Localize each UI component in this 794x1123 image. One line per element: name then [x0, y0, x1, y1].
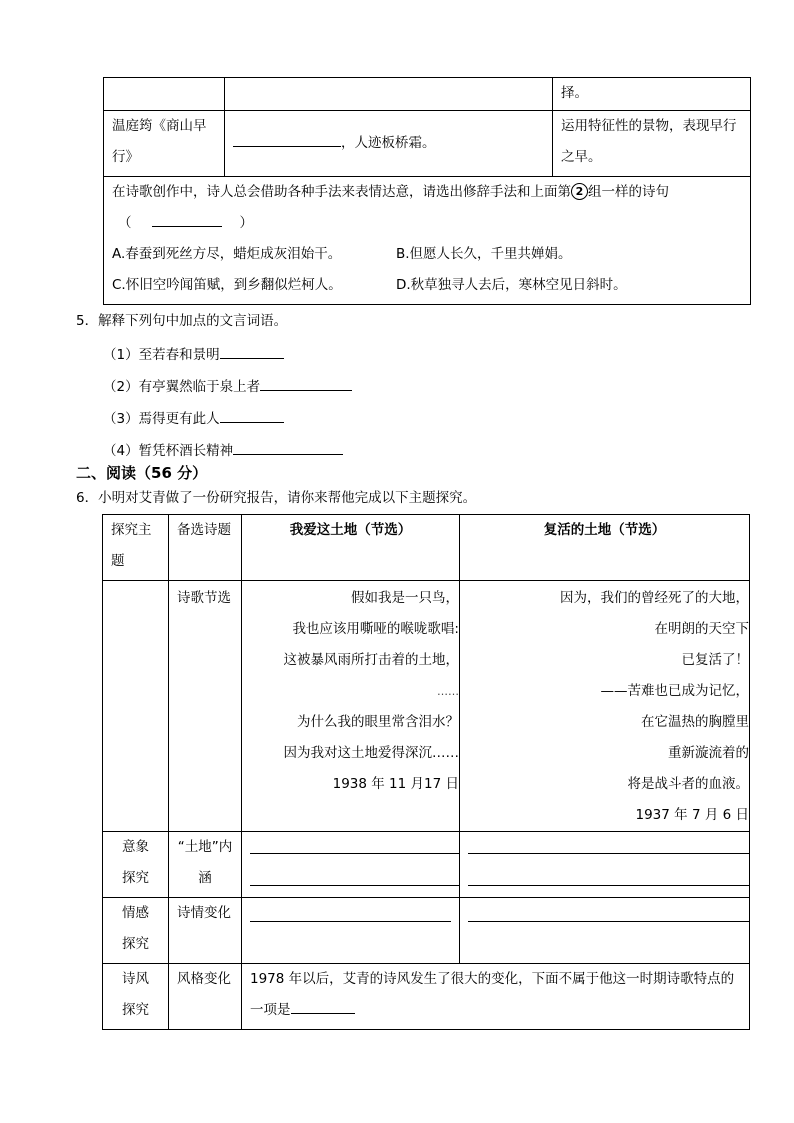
header-poem-1: 我爱这土地（节选）	[242, 515, 460, 581]
style-answer-blank[interactable]	[291, 995, 355, 1014]
q6-title: 6．小明对艾青做了一份研究报告，请你来帮他完成以下主题探究。	[76, 490, 477, 506]
poem-2-line: 已复活了！	[681, 652, 749, 668]
label-emotion-change: 诗情变化	[169, 898, 242, 964]
poem-2-line: 重新漩流着的	[668, 745, 749, 761]
poem-2-line: 将是战斗者的血液。	[627, 776, 749, 792]
poem-2-excerpt	[460, 581, 750, 832]
options-row-1	[112, 239, 742, 270]
q5-item-4: （4）暂凭杯酒长精神	[103, 436, 343, 463]
options-row-2	[112, 270, 742, 301]
style-question: 1978 年以后，艾青的诗风发生了很大的变化，下面不属于他这一时期诗歌特点的一项是	[242, 964, 750, 1030]
cell-analysis: 运用特征性的景物，表现早行之早。	[553, 111, 751, 177]
poem-2-line: 在它温热的胸膛里	[641, 714, 749, 730]
poem-1-line: 为什么我的眼里常含泪水？	[297, 714, 459, 730]
theme-emotion: 情感探究	[103, 898, 169, 964]
q5-blank-1[interactable]	[220, 340, 284, 359]
answer-emotion-2[interactable]	[460, 898, 750, 964]
poem-table-continued	[103, 77, 751, 305]
label-land-meaning: “土地”内涵	[169, 832, 242, 898]
q5-item-2: （2）有亭翼然临于泉上者	[103, 372, 352, 399]
poem-1-line: 我也应该用嘶哑的喉咙歌唱:	[292, 621, 459, 637]
cell-poem-label: 诗歌节选	[169, 581, 242, 832]
poem-2-line: ——苦难也已成为记忆，	[600, 683, 749, 699]
answer-image-2[interactable]	[460, 832, 750, 898]
poem-1-line: 这被暴风雨所打击着的土地，	[283, 652, 459, 668]
q5-item-3: （3）焉得更有此人	[103, 404, 284, 431]
cell-empty-theme	[103, 581, 169, 832]
poem-1-line: 因为我对这土地爱得深沉……	[283, 745, 459, 761]
answer-image-1[interactable]	[242, 832, 460, 898]
circled-number: 2	[571, 183, 588, 200]
q5-blank-2[interactable]	[260, 372, 352, 391]
q5-blank-3[interactable]	[220, 404, 284, 423]
poem-1-line: 假如我是一只鸟，	[351, 590, 459, 606]
header-poem-2: 复活的土地（节选）	[460, 515, 750, 581]
poem-2-line: 因为，我们的曾经死了的大地，	[560, 590, 749, 606]
label-style-change: 风格变化	[169, 964, 242, 1030]
option-d[interactable]: D.秋草独寻人去后，寒林空见日斜时。	[396, 277, 627, 293]
cell-empty-2	[225, 78, 553, 111]
poem-1-date: 1938 年 11 月17 日	[332, 776, 459, 792]
cell-poem-line: ，人迹板桥霜。	[225, 111, 553, 177]
q5-blank-4[interactable]	[233, 436, 343, 455]
poem-2-line: 在明朗的天空下	[654, 621, 749, 637]
cell-empty-1	[104, 78, 225, 111]
question-stem: 在诗歌创作中，诗人总会借助各种手法来表情达意，请选出修辞手法和上面第 2 组一样的诗句	[112, 184, 669, 200]
answer-emotion-1[interactable]	[242, 898, 460, 964]
option-a[interactable]: A.春蚕到死丝方尽，蜡炬成灰泪始干。	[112, 246, 342, 262]
theme-style: 诗风探究	[103, 964, 169, 1030]
q5-item-1: （1）至若春和景明	[103, 340, 284, 367]
poem-2-date: 1937 年 7 月 6 日	[635, 807, 749, 823]
question-paren: （ ）	[112, 208, 742, 239]
cell-poem-title: 温庭筠《商山早行》	[104, 111, 225, 177]
poem-1-excerpt	[242, 581, 460, 832]
option-b[interactable]: B.但愿人长久，千里共婵娟。	[396, 246, 572, 262]
section-title: 二、阅读（56 分）	[76, 464, 208, 482]
research-table	[102, 514, 750, 1030]
answer-blank[interactable]	[233, 128, 341, 147]
header-poem-choice: 备选诗题	[169, 515, 242, 581]
cell-question	[104, 177, 751, 305]
cell-analysis-cont: 择。	[553, 78, 751, 111]
header-theme: 探究主题	[103, 515, 169, 581]
option-c[interactable]: C.怀旧空吟闻笛赋，到乡翻似烂柯人。	[112, 277, 342, 293]
q5-title: 5．解释下列句中加点的文言词语。	[76, 313, 288, 329]
theme-image: 意象探究	[103, 832, 169, 898]
choice-blank[interactable]	[152, 208, 222, 227]
poem-1-line: ……	[437, 685, 459, 698]
